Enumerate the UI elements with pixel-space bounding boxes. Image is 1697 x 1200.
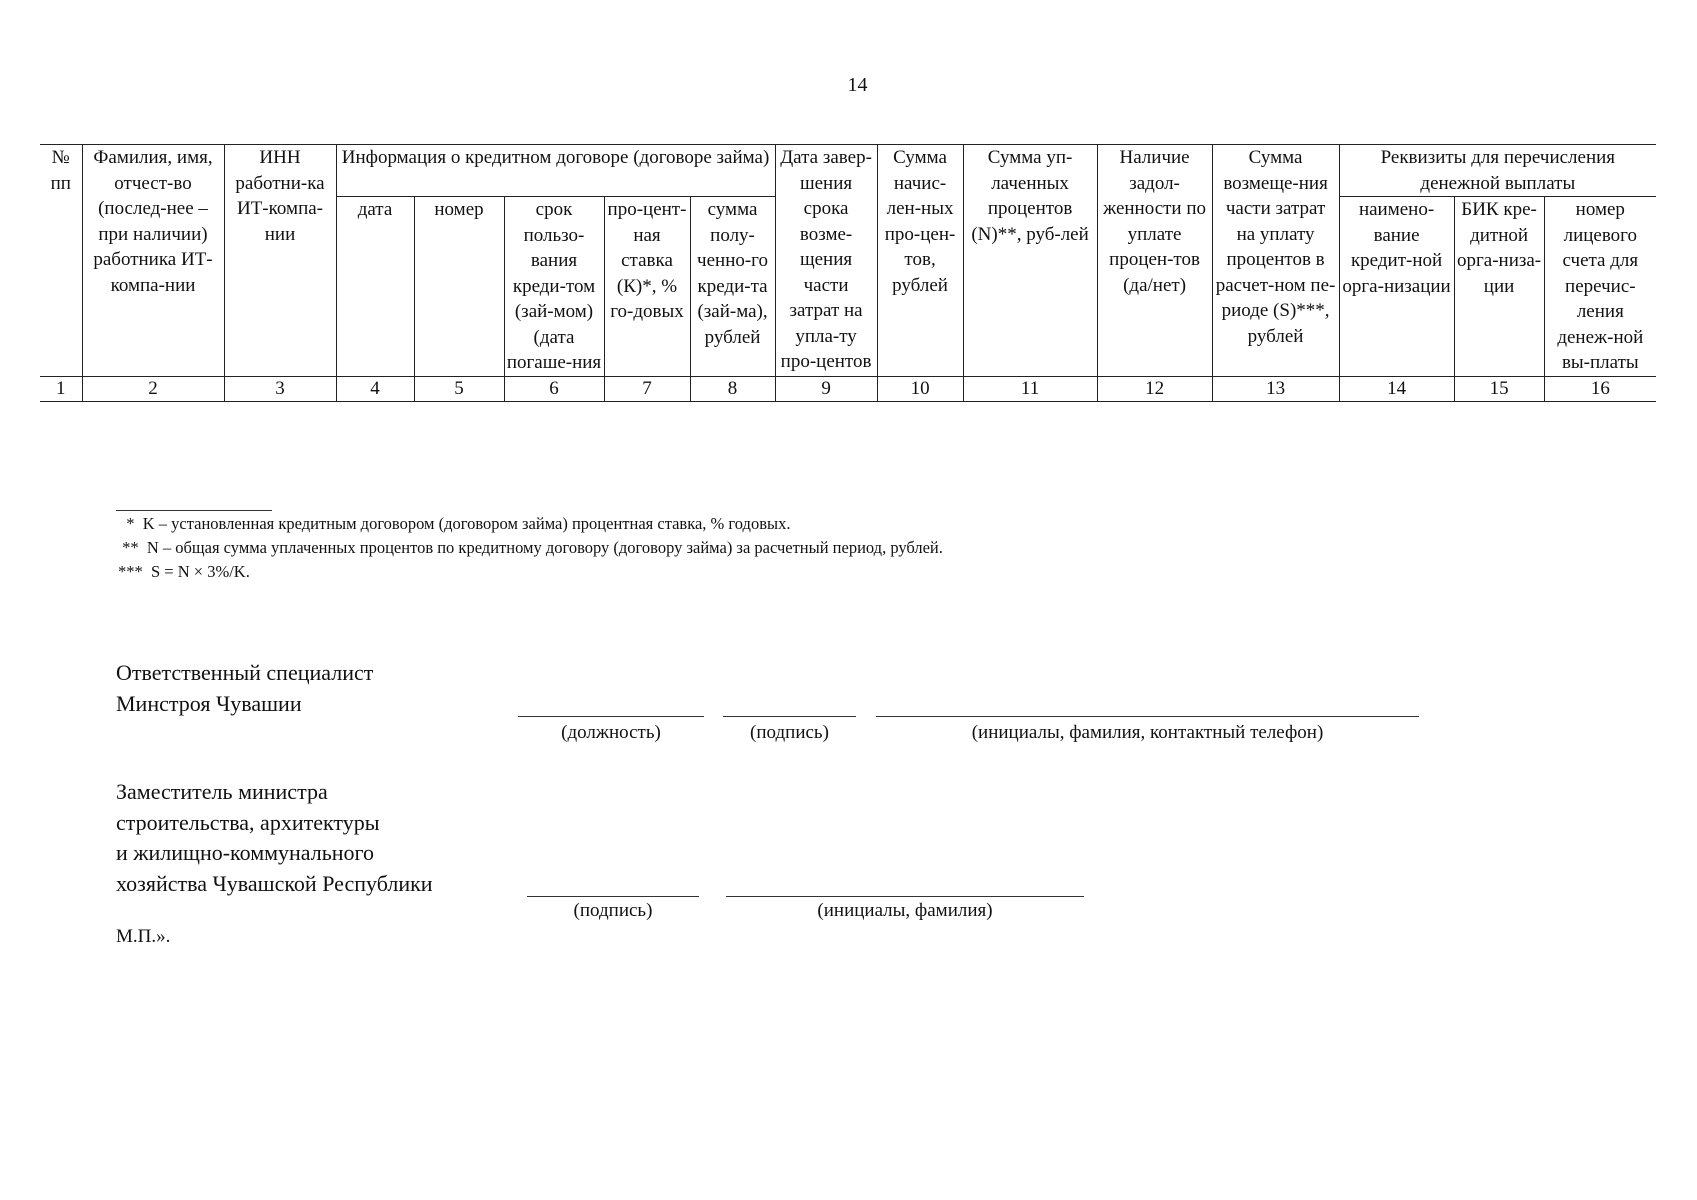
footnote-s: *** S = N × 3%/K. [118,562,250,581]
specialist-title-line: Ответственный специалист [116,660,374,685]
stamp-place: М.П.». [116,926,171,947]
column-number: 9 [775,376,877,401]
column-number: 6 [504,376,604,401]
footnote-separator [116,510,272,511]
column-number: 8 [690,376,775,401]
deputy-title [116,777,433,899]
deputy-title-line: Заместитель министра [116,779,328,804]
column-number: 16 [1544,376,1656,401]
column-number: 2 [82,376,224,401]
deputy-title-line: строительства, архитектуры [116,809,380,835]
header-rate: про-цент-ная ставка (К)*, % го-довых [604,197,690,377]
column-number: 7 [604,376,690,401]
column-number: 12 [1097,376,1212,401]
header-no: № пп [40,145,82,377]
header-bank-name: наимено-вание кредит-ной орга-низации [1339,197,1454,377]
footnote-k: * K – установленная кредитным договором (договором займа) процентная ставка, % годовых. [118,514,791,533]
header-number: номер [414,197,504,377]
header-bik: БИК кре-дитной орга-низа-ции [1454,197,1544,377]
header-inn: ИНН работни-ка ИТ-компа-нии [224,145,336,377]
column-number: 14 [1339,376,1454,401]
header-end-date: Дата завер-шения срока возме-щения части затрат на упла-ту про-центов [775,145,877,377]
column-number: 11 [963,376,1097,401]
position-caption: (должность) [561,722,661,743]
initials-phone-line [876,716,1419,717]
deputy-title-line: и жилищно-коммунального [116,840,375,865]
position-line [518,716,704,717]
header-requisites: Реквизиты для перечисления денежной выплаты [1339,145,1656,197]
register-table [40,144,1656,402]
specialist-title [116,658,373,719]
initials-phone-caption: (инициалы, фамилия, контактный телефон) [971,722,1324,743]
column-number: 13 [1212,376,1339,401]
column-number: 10 [877,376,963,401]
header-account: номер лицевого счета для перечис-ления денеж-ной вы-платы [1544,197,1656,377]
signature-line [723,716,856,717]
header-paid-interest: Сумма уп-лаченных процентов (N)**, руб-лей [963,145,1097,377]
column-number: 5 [414,376,504,401]
column-number: 4 [336,376,414,401]
deputy-initials-caption: (инициалы, фамилия) [817,900,993,921]
deputy-signature-caption: (подпись) [573,900,653,921]
header-loan-amount: сумма полу-ченно-го креди-та (зай-ма), рублей [690,197,775,377]
column-number-row [40,376,1656,401]
header-accrued-interest: Сумма начис-лен-ных про-цен-тов, рублей [877,145,963,377]
deputy-initials-line [726,896,1084,897]
deputy-title-line: хозяйства Чувашской Республики [116,870,433,896]
signature-caption: (подпись) [750,722,829,743]
column-number: 15 [1454,376,1544,401]
column-number: 1 [40,376,82,401]
header-credit-agreement: Информация о кредитном договоре (договоре займа) [336,145,775,197]
specialist-title-line: Минстроя Чувашии [116,690,302,716]
footnotes [118,512,943,584]
deputy-signature-line [527,896,699,897]
footnote-n: ** N – общая сумма уплаченных процентов по кредитному договору (договору займа) за расчетный период, рублей. [118,538,943,557]
header-reimbursement: Сумма возмеще-ния части затрат на уплату процентов в расчет-ном пе-риоде (S)***, рублей [1212,145,1339,377]
header-fio: Фамилия, имя, отчест-во (послед-нее – при наличии) работника ИТ-компа-нии [82,145,224,377]
page-number: 14 [847,74,868,96]
header-date: дата [336,197,414,377]
header-term: срок пользо-вания креди-том (зай-мом) (дата погаше-ния [504,197,604,377]
header-debt: Наличие задол-женности по уплате процен-тов (да/нет) [1097,145,1212,377]
column-number: 3 [224,376,336,401]
